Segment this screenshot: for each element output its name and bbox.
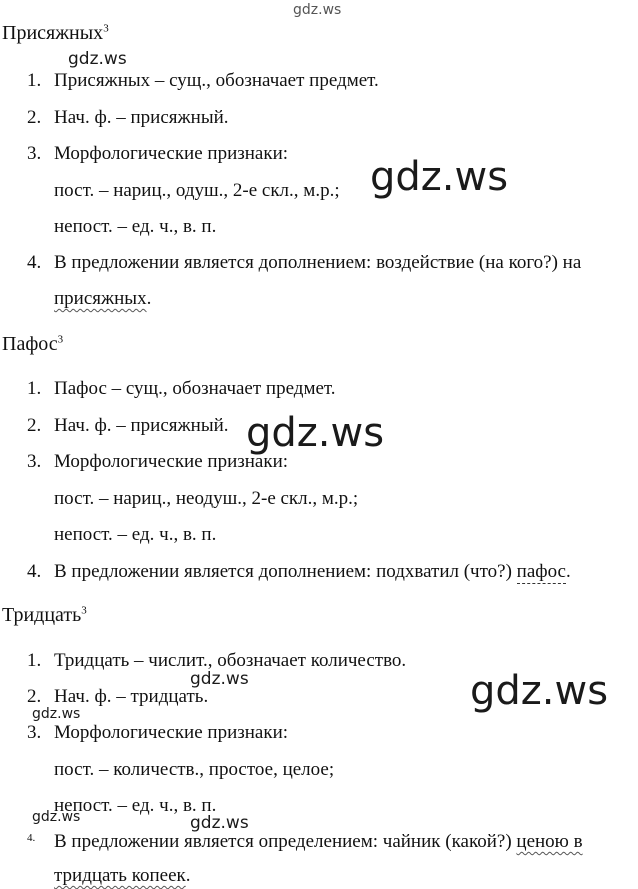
item-number: 2. (27, 415, 42, 436)
item-number: 3. (27, 143, 42, 164)
item-text: Морфологические признаки: (54, 143, 289, 164)
item-text: Присяжных – сущ., обозначает предмет. (54, 70, 379, 91)
item-number: 3. (27, 722, 42, 743)
item-subtext: пост. – нариц., неодуш., 2-е скл., м.р.; (54, 488, 359, 509)
item-subtext: непост. – ед. ч., в. п. (54, 795, 217, 816)
item-subtext: пост. – нариц., одуш., 2-е скл., м.р.; (54, 180, 340, 201)
underlined-word: присяжных (54, 288, 147, 309)
item-continuation: присяжных. (54, 288, 152, 309)
watermark: gdz.ws (190, 669, 249, 689)
item-number: 2. (27, 686, 42, 707)
underlined-word: тридцать копеек (54, 865, 186, 886)
item-text: В предложении является дополнением: подхватил (что?) пафос. (54, 561, 571, 582)
item-subtext: пост. – количеств., простое, целое; (54, 759, 335, 780)
watermark: gdz.ws (32, 706, 81, 722)
item-number: 1. (27, 650, 42, 671)
item-text: Морфологические признаки: (54, 722, 289, 743)
section-heading-prisyazhnykh (2, 22, 109, 45)
footnote-marker: 3 (103, 22, 109, 35)
item-text: Пафос – сущ., обозначает предмет. (54, 378, 336, 399)
watermark-top: gdz.ws (293, 2, 342, 18)
watermark: gdz.ws (68, 49, 127, 69)
footnote-marker: 3 (81, 604, 87, 617)
underlined-word: пафос (516, 561, 566, 582)
watermark: gdz.ws (470, 668, 609, 714)
item-subtext: непост. – ед. ч., в. п. (54, 216, 217, 237)
item-number: 1. (27, 70, 42, 91)
item-number: 2. (27, 107, 42, 128)
item-text: Нач. ф. – присяжный. (54, 107, 229, 128)
item-text: В предложении является определением: чайник (какой?) ценою в (54, 831, 583, 852)
item-continuation: тридцать копеек. (54, 865, 191, 886)
footnote-marker: 3 (57, 333, 64, 346)
watermark: gdz.ws (246, 410, 385, 456)
heading-text: Присяжных (2, 22, 104, 44)
underlined-word: ценою в (516, 831, 583, 852)
item-number: 4. (27, 832, 36, 844)
section-heading-pafos (2, 333, 63, 356)
item-number: 1. (27, 378, 42, 399)
item-subtext: непост. – ед. ч., в. п. (54, 524, 217, 545)
watermark: gdz.ws (32, 809, 81, 825)
heading-text: Пафос (2, 333, 58, 355)
section-heading-tridtsat (2, 604, 87, 627)
item-text: Морфологические признаки: (54, 451, 289, 472)
item-text: Нач. ф. – тридцать. (54, 686, 209, 707)
item-text: Тридцать – числит., обозначает количество. (54, 650, 407, 671)
item-text: В предложении является дополнением: воздействие (на кого?) на (54, 252, 582, 273)
watermark: gdz.ws (370, 154, 509, 200)
heading-text: Тридцать (2, 604, 82, 626)
item-text: Нач. ф. – присяжный. (54, 415, 229, 436)
watermark: gdz.ws (190, 813, 249, 833)
item-number: 3. (27, 451, 42, 472)
item-number: 4. (27, 561, 42, 582)
item-number: 4. (27, 252, 42, 273)
